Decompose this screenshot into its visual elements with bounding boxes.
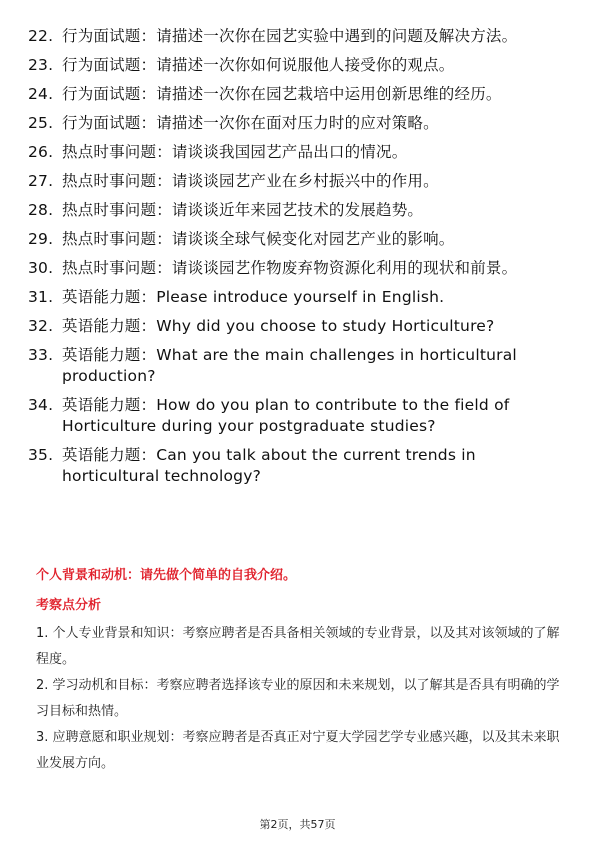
- question-text: 行为面试题：请描述一次你在园艺栽培中运用创新思维的经历。: [62, 85, 502, 103]
- section-title: 个人背景和动机：请先做个简单的自我介绍。: [36, 568, 297, 583]
- question-text: 行为面试题：请描述一次你如何说服他人接受你的观点。: [62, 56, 455, 74]
- question-list: [28, 26, 568, 495]
- question-number: 31.: [28, 288, 54, 306]
- question-number: 27.: [28, 172, 54, 190]
- question-item: [28, 345, 568, 387]
- question-text: 热点时事问题：请谈谈近年来园艺技术的发展趋势。: [62, 201, 424, 219]
- question-item: [28, 316, 568, 337]
- question-text: 热点时事问题：请谈谈全球气候变化对园艺产业的影响。: [62, 230, 455, 248]
- analysis-item: 2. 学习动机和目标：考察应聘者选择该专业的原因和未来规划，以了解其是否具有明确的学习目标和热情。: [36, 678, 560, 719]
- page-number: 第2页，共57页: [259, 818, 336, 831]
- question-item: [28, 395, 568, 437]
- question-number: 29.: [28, 230, 54, 248]
- question-number: 26.: [28, 143, 54, 161]
- question-number: 33.: [28, 346, 54, 364]
- question-text: 行为面试题：请描述一次你在园艺实验中遇到的问题及解决方法。: [62, 27, 518, 45]
- section-subtitle: 考察点分析: [36, 598, 102, 613]
- question-text: 热点时事问题：请谈谈园艺产业在乡村振兴中的作用。: [62, 172, 439, 190]
- question-text: 行为面试题：请描述一次你在面对压力时的应对策略。: [62, 114, 439, 132]
- question-text: 英语能力题：What are the main challenges in horticultural production?: [62, 346, 517, 385]
- question-item: [28, 142, 568, 163]
- analysis-list: [36, 621, 566, 777]
- question-number: 30.: [28, 259, 54, 277]
- question-text: 热点时事问题：请谈谈园艺作物废弃物资源化利用的现状和前景。: [62, 259, 518, 277]
- question-number: 34.: [28, 396, 54, 414]
- question-number: 22.: [28, 27, 54, 45]
- analysis-item: 3. 应聘意愿和职业规划：考察应聘者是否真正对宁夏大学园艺学专业感兴趣，以及其未来职业发展方向。: [36, 730, 560, 771]
- question-item: [28, 229, 568, 250]
- question-text: 英语能力题：Can you talk about the current trends in horticultural technology?: [62, 446, 476, 485]
- question-item: [28, 84, 568, 105]
- question-text: 英语能力题：Why did you choose to study Horticulture?: [62, 317, 495, 335]
- question-item: [28, 171, 568, 192]
- question-item: [28, 200, 568, 221]
- question-number: 28.: [28, 201, 54, 219]
- question-number: 24.: [28, 85, 54, 103]
- question-number: 35.: [28, 446, 54, 464]
- question-item: [28, 445, 568, 487]
- question-number: 25.: [28, 114, 54, 132]
- question-item: [28, 287, 568, 308]
- question-number: 32.: [28, 317, 54, 335]
- question-item: [28, 258, 568, 279]
- question-item: [28, 113, 568, 134]
- question-text: 英语能力题：Please introduce yourself in English.: [62, 288, 445, 306]
- question-text: 英语能力题：How do you plan to contribute to the field of Horticulture during your postgraduate studies?: [62, 396, 510, 435]
- analysis-section: [36, 567, 566, 777]
- analysis-item: 1. 个人专业背景和知识：考察应聘者是否具备相关领域的专业背景，以及其对该领域的了解程度。: [36, 626, 560, 667]
- question-number: 23.: [28, 56, 54, 74]
- question-item: [28, 26, 568, 47]
- question-item: [28, 55, 568, 76]
- question-text: 热点时事问题：请谈谈我国园艺产品出口的情况。: [62, 143, 408, 161]
